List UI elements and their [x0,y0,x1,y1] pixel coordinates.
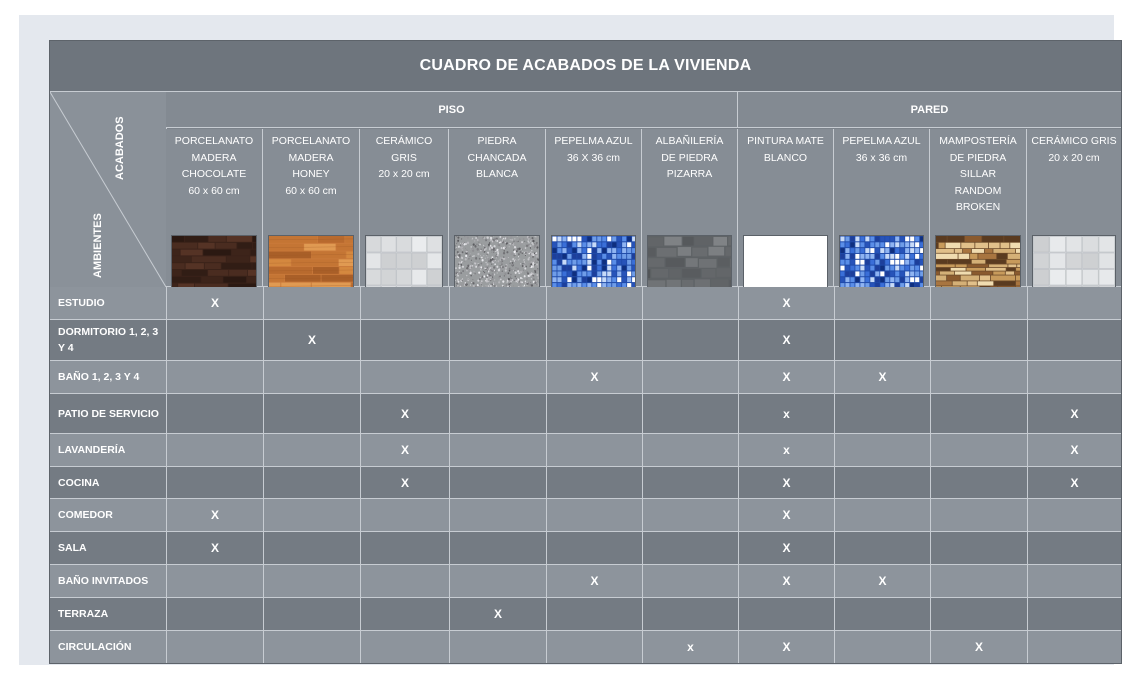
table-cell [834,434,930,466]
table-cell [546,320,642,360]
table-cell [930,394,1027,433]
material-name: CERÁMICO GRIS 20 x 20 cm [375,135,433,180]
table-cell [449,565,546,597]
table-cell [449,467,546,498]
table-cell [1027,287,1121,319]
table-cell [546,434,642,466]
table-cell [360,532,449,564]
row-label: BAÑO INVITADOS [58,575,149,587]
table-cell: X [1027,394,1121,433]
row-label: COMEDOR [58,509,113,521]
table-cell [930,499,1027,531]
table-cell [930,434,1027,466]
table-cell: X [360,394,449,433]
material-header-4 [449,129,546,287]
table-cell [738,598,834,630]
material-header-5 [546,129,642,287]
table-cell [642,499,738,531]
row-label: TERRAZA [58,608,109,620]
material-header-2 [263,129,360,287]
table-cell [449,287,546,319]
page-frame [19,15,1117,665]
table-cell: X [1027,434,1121,466]
table-cell [642,532,738,564]
table-cell [642,565,738,597]
table-cell [930,598,1027,630]
table-cell [449,434,546,466]
table-cell: X [546,361,642,393]
table-cell: X [166,499,263,531]
row-label: LAVANDERÍA [58,444,126,456]
table-cell: X [738,361,834,393]
table-cell [166,467,263,498]
table-cell [834,598,930,630]
table-cell [263,532,360,564]
table-cell [642,598,738,630]
row-label: CIRCULACIÓN [58,641,132,653]
finishes-table [49,40,1122,664]
group-header-piso: PISO [166,92,738,128]
table-cell [166,320,263,360]
material-name: CERÁMICO GRIS 20 x 20 cm [1031,135,1117,164]
table-cell [1027,361,1121,393]
table-cell: X [738,631,834,663]
table-cell [930,532,1027,564]
table-cell [449,394,546,433]
table-cell [834,631,930,663]
table-cell: X [738,532,834,564]
material-header-10 [1027,129,1121,287]
corner-header [50,92,167,288]
table-cell [930,361,1027,393]
table-cell [546,598,642,630]
table-cell: X [1027,467,1121,498]
table-cell: x [738,394,834,433]
table-cell [1027,598,1121,630]
row-label: ESTUDIO [58,297,105,309]
table-cell [360,598,449,630]
table-cell [166,598,263,630]
table-cell [1027,565,1121,597]
material-name: PORCELANATO MADERA CHOCOLATE 60 x 60 cm [174,135,254,197]
material-name: PEPELMA AZUL 36 X 36 cm [554,135,633,164]
table-cell: X [738,320,834,360]
table-cell [263,631,360,663]
table-cell: x [738,434,834,466]
material-name: PIEDRA CHANCADA BLANCA [467,135,527,180]
row-label: PATIO DE SERVICIO [58,407,159,420]
table-cell [360,320,449,360]
material-name: PORCELANATO MADERA HONEY 60 x 60 cm [271,135,351,197]
table-cell [449,499,546,531]
material-header-1 [166,129,263,287]
corner-label-ambientes: AMBIENTES [92,213,104,278]
table-cell [360,499,449,531]
table-cell [360,287,449,319]
table-cell [449,532,546,564]
material-header-3 [360,129,449,287]
table-cell [1027,499,1121,531]
table-cell [263,287,360,319]
table-cell [642,394,738,433]
table-cell [546,394,642,433]
table-cell: X [546,565,642,597]
table-row [50,499,1121,532]
table-row [50,598,1121,631]
table-cell [166,394,263,433]
table-cell [834,320,930,360]
table-cell: X [263,320,360,360]
table-row [50,320,1121,361]
table-cell [834,467,930,498]
table-cell [642,434,738,466]
table-cell [360,361,449,393]
table-row [50,287,1121,320]
table-cell [263,467,360,498]
table-cell: X [449,598,546,630]
table-row [50,361,1121,394]
table-cell [166,565,263,597]
table-cell [546,631,642,663]
table-cell [449,631,546,663]
table-cell [834,394,930,433]
table-cell [546,499,642,531]
table-cell: X [166,532,263,564]
corner-diagonal [50,92,166,287]
row-label: DORMITORIO 1, 2, 3 Y 4 [58,326,159,354]
table-cell: X [738,499,834,531]
table-cell [263,361,360,393]
table-cell [449,361,546,393]
table-cell: X [166,287,263,319]
table-cell [834,532,930,564]
table-cell [546,467,642,498]
table-cell [642,361,738,393]
row-label: COCINA [58,476,100,489]
row-label: BAÑO 1, 2, 3 Y 4 [58,371,140,383]
material-name: ALBAÑILERÍA DE PIEDRA PIZARRA [655,135,724,180]
material-header-8 [834,129,930,287]
table-cell [546,287,642,319]
table-cell: x [642,631,738,663]
table-cell: X [360,434,449,466]
table-cell [263,598,360,630]
table-cell [263,499,360,531]
table-cell [642,320,738,360]
material-name: MAMPOSTERÍA DE PIEDRA SILLAR RANDOM BROKEN [939,135,1017,213]
table-cell: X [738,565,834,597]
table-cell [166,434,263,466]
material-name: PEPELMA AZUL 36 x 36 cm [842,135,921,164]
material-name: PINTURA MATE BLANCO [747,135,824,164]
table-cell [546,532,642,564]
table-cell [642,467,738,498]
table-cell [834,287,930,319]
material-header-6 [642,129,738,287]
table-cell [166,361,263,393]
table-cell [642,287,738,319]
table-cell: X [738,467,834,498]
row-label: SALA [58,542,87,554]
table-row [50,631,1121,663]
table-cell [1027,631,1121,663]
table-title: CUADRO DE ACABADOS DE LA VIVIENDA [50,41,1121,92]
table-cell [834,499,930,531]
table-cell [263,565,360,597]
table-cell: X [930,631,1027,663]
table-cell [930,565,1027,597]
table-cell: X [360,467,449,498]
table-cell [1027,532,1121,564]
table-row [50,394,1121,434]
table-row [50,565,1121,598]
table-row [50,467,1121,499]
table-cell [930,467,1027,498]
table-cell [263,434,360,466]
table-cell [930,287,1027,319]
material-header-7 [738,129,834,287]
table-row [50,434,1121,467]
table-cell [360,565,449,597]
table-cell [930,320,1027,360]
table-cell: X [834,361,930,393]
table-cell [449,320,546,360]
table-cell: X [834,565,930,597]
table-row [50,532,1121,565]
table-cell [360,631,449,663]
material-header-9 [930,129,1027,287]
table-cell [166,631,263,663]
group-header-pared: PARED [738,92,1121,128]
table-cell [263,394,360,433]
table-cell [1027,320,1121,360]
corner-label-acabados: ACABADOS [114,116,126,180]
table-cell: X [738,287,834,319]
